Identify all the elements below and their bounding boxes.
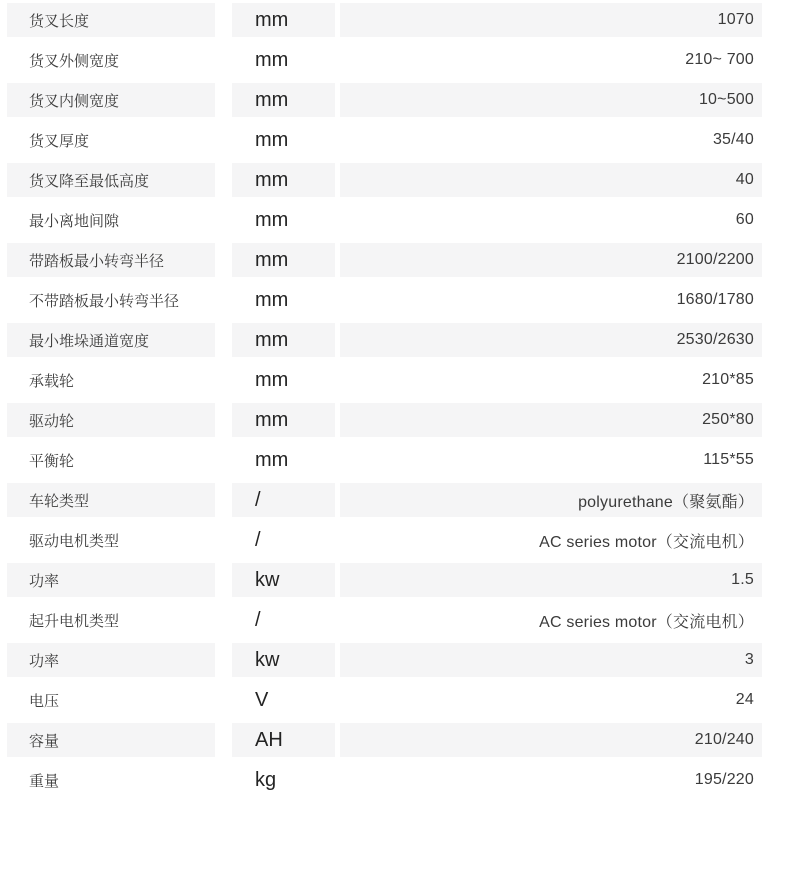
spec-value: 60 xyxy=(735,211,754,228)
spec-unit: mm xyxy=(232,243,335,277)
spec-value: 195/220 xyxy=(694,771,754,788)
spec-unit: mm xyxy=(255,48,289,71)
spec-unit: kw xyxy=(232,643,335,677)
spec-value: 210/240 xyxy=(340,723,762,757)
spec-label: 最小堆垛通道宽度 xyxy=(7,323,215,357)
spec-unit: V xyxy=(255,688,269,711)
spec-label: 容量 xyxy=(7,723,215,757)
table-row xyxy=(0,440,790,480)
spec-value: 35/40 xyxy=(712,131,754,148)
spec-unit: / xyxy=(255,608,261,631)
spec-label: 货叉长度 xyxy=(7,3,215,37)
spec-label: 重量 xyxy=(29,772,60,790)
spec-label: 货叉降至最低高度 xyxy=(7,163,215,197)
table-row xyxy=(0,280,790,320)
spec-value: 3 xyxy=(340,643,762,677)
spec-label: 承载轮 xyxy=(29,372,75,390)
table-row xyxy=(0,80,790,120)
spec-label: 货叉内侧宽度 xyxy=(7,83,215,117)
table-row xyxy=(0,560,790,600)
spec-value: 1680/1780 xyxy=(676,291,754,308)
table-row xyxy=(0,680,790,720)
spec-value: 210~ 700 xyxy=(685,51,754,68)
spec-unit: mm xyxy=(255,208,289,231)
table-row xyxy=(0,240,790,280)
spec-value: 10~500 xyxy=(340,83,762,117)
spec-unit: / xyxy=(232,483,335,517)
spec-value: 115*55 xyxy=(703,451,754,468)
spec-unit: mm xyxy=(255,288,289,311)
spec-value: 2100/2200 xyxy=(340,243,762,277)
spec-unit: / xyxy=(255,528,261,551)
table-row xyxy=(0,720,790,760)
spec-value: AC series motor（交流电机） xyxy=(539,533,754,551)
spec-value: 40 xyxy=(340,163,762,197)
table-row xyxy=(0,200,790,240)
table-row xyxy=(0,0,790,40)
spec-unit: mm xyxy=(232,163,335,197)
spec-label: 功率 xyxy=(7,563,215,597)
spec-label: 驱动电机类型 xyxy=(29,532,120,550)
spec-label: 平衡轮 xyxy=(29,452,75,470)
table-row xyxy=(0,360,790,400)
spec-unit: mm xyxy=(232,3,335,37)
spec-label: 驱动轮 xyxy=(7,403,215,437)
spec-value: 210*85 xyxy=(702,371,754,388)
table-row xyxy=(0,480,790,520)
table-row xyxy=(0,40,790,80)
table-row xyxy=(0,400,790,440)
spec-unit: mm xyxy=(232,83,335,117)
spec-unit: AH xyxy=(232,723,335,757)
spec-value: 2530/2630 xyxy=(340,323,762,357)
spec-value: 24 xyxy=(735,691,754,708)
table-row xyxy=(0,520,790,560)
spec-label: 货叉厚度 xyxy=(29,132,90,150)
table-row xyxy=(0,640,790,680)
spec-unit: kg xyxy=(255,768,277,791)
table-row xyxy=(0,600,790,640)
spec-value: AC series motor（交流电机） xyxy=(539,613,754,631)
spec-label: 最小离地间隙 xyxy=(29,212,120,230)
spec-label: 功率 xyxy=(7,643,215,677)
table-row xyxy=(0,120,790,160)
table-row xyxy=(0,160,790,200)
spec-unit: mm xyxy=(232,323,335,357)
spec-value: 250*80 xyxy=(340,403,762,437)
spec-unit: kw xyxy=(232,563,335,597)
spec-unit: mm xyxy=(255,128,289,151)
spec-label: 电压 xyxy=(29,692,60,710)
spec-value: polyurethane（聚氨酯） xyxy=(340,483,762,517)
spec-unit: mm xyxy=(255,448,289,471)
table-row xyxy=(0,760,790,800)
spec-label: 带踏板最小转弯半径 xyxy=(7,243,215,277)
spec-label: 不带踏板最小转弯半径 xyxy=(29,292,180,310)
spec-label: 起升电机类型 xyxy=(29,612,120,630)
spec-unit: mm xyxy=(232,403,335,437)
table-row xyxy=(0,320,790,360)
spec-label: 车轮类型 xyxy=(7,483,215,517)
spec-label: 货叉外侧宽度 xyxy=(29,52,120,70)
spec-value: 1070 xyxy=(340,3,762,37)
spec-value: 1.5 xyxy=(340,563,762,597)
spec-unit: mm xyxy=(255,368,289,391)
